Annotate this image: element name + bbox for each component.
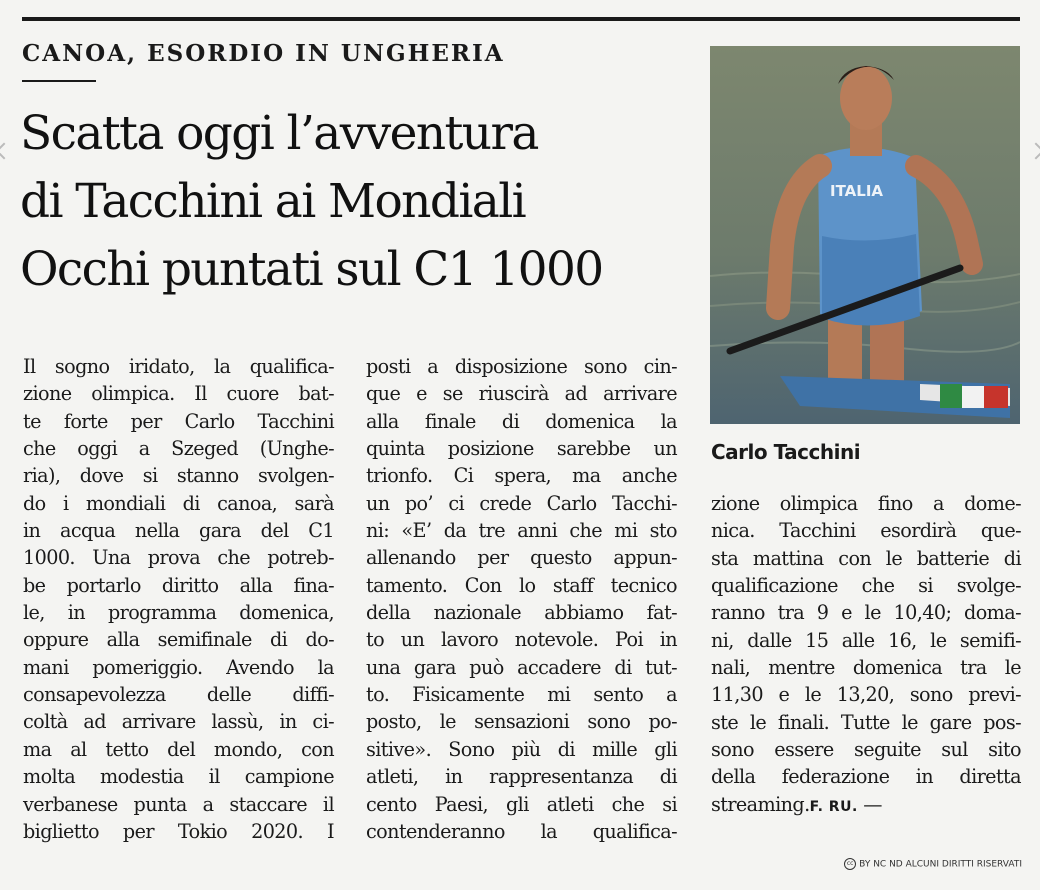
headline-line: Scatta oggi l’avventura [20,106,538,161]
next-page-arrow-icon[interactable] [1028,143,1040,160]
text-line: qualificazione che si svolge- [711,574,1021,598]
text-line: nali, mentre domenica tra le [711,656,1021,680]
text-line: ni: «E’ da tre anni che mi sto [366,519,677,543]
text-line: to un lavoro notevole. Poi in [366,628,677,652]
text-line: zione olimpica. Il cuore bat- [23,382,334,406]
text-line: cento Paesi, gli atleti che si [366,792,677,816]
text-line: molta modestia il campione [23,765,334,789]
text-line: biglietto per Tokio 2020. I [23,819,334,843]
athlete-photo-illustration [710,46,1020,424]
top-rule [22,17,1020,21]
text-line: della federazione in diretta [711,765,1021,789]
text-line: que e se riuscirà ad arrivare [366,382,677,406]
text-line: un po’ ci crede Carlo Tacchi- [366,491,677,515]
text-line: 1000. Una prova che potreb- [23,546,334,570]
previous-page-arrow-icon[interactable] [0,143,12,160]
text-line: to. Fisicamente mi sento a [366,683,677,707]
text-line: nica. Tacchini esordirà que- [711,519,1021,543]
text-line: oppure alla semifinale di do- [23,628,334,652]
text-line: in acqua nella gara del C1 [23,519,334,543]
text-line: consapevolezza delle diffi- [23,683,334,707]
text-line: be portarlo diritto alla fina- [23,573,334,597]
author-signature: F. RU. [809,798,858,815]
signature-dash: — [857,792,882,816]
text-line: do i mondiali di canoa, sarà [23,491,334,515]
last-line [711,791,1021,818]
headline-line: di Tacchini ai Mondiali [20,174,526,229]
text-line: posti a disposizione sono cin- [366,355,677,378]
text-line: ni, dalle 15 alle 16, le semifi- [711,628,1021,652]
article-column-1 [23,353,334,845]
athlete-photo [710,46,1020,424]
text-line: sono essere seguite sul sito [711,738,1021,762]
headline [20,100,700,304]
photo-caption: Carlo Tacchini [711,440,861,464]
text-line: sitive». Sono più di mille gli [366,737,677,761]
text-line: verbanese punta a staccare il [23,792,334,816]
text-line: te forte per Carlo Tacchini [23,409,334,433]
text-line: Il sogno iridato, la qualifica- [23,355,334,378]
text-line: trionfo. Ci spera, ma anche [366,464,677,488]
text-line: streaming. [711,792,810,816]
text-line: mani pomeriggio. Avendo la [23,655,334,679]
text-line: alla finale di domenica la [366,409,677,433]
text-line: le, in programma domenica, [23,601,334,625]
text-line: ma al tetto del mondo, con [23,737,334,761]
text-line: della nazionale abbiamo fat- [366,601,677,625]
text-line: zione olimpica fino a dome- [711,492,1021,515]
article-column-3 [711,490,1021,818]
text-line: che oggi a Szeged (Unghe- [23,437,334,461]
text-line: tamento. Con lo staff tecnico [366,573,677,597]
kicker: CANOA, ESORDIO IN UNGHERIA [22,40,505,67]
text-line: 11,30 e le 13,20, sono previ- [711,683,1021,707]
jersey-text: ITALIA [830,182,884,200]
license-notice [844,858,1022,870]
license-text: BY NC ND ALCUNI DIRITTI RISERVATI [859,859,1022,870]
text-line: allenando per questo appun- [366,546,677,570]
creative-commons-icon: cc [844,858,856,870]
text-line: ranno tra 9 e le 10,40; doma- [711,601,1021,625]
text-line: contenderanno la qualifica- [366,819,677,843]
headline-line: Occhi puntati sul C1 1000 [20,242,603,297]
text-line: ria), dove si stanno svolgen- [23,464,334,488]
kicker-rule [22,80,96,82]
text-line: sta mattina con le batterie di [711,546,1021,570]
text-line: atleti, in rappresentanza di [366,765,677,789]
text-line: una gara può accadere di tut- [366,655,677,679]
text-line: posto, le sensazioni sono po- [366,710,677,734]
article-column-2 [366,353,677,845]
text-line: ste le finali. Tutte le gare pos- [711,710,1021,734]
text-line: quinta posizione sarebbe un [366,437,677,461]
text-line: coltà ad arrivare lassù, in ci- [23,710,334,734]
